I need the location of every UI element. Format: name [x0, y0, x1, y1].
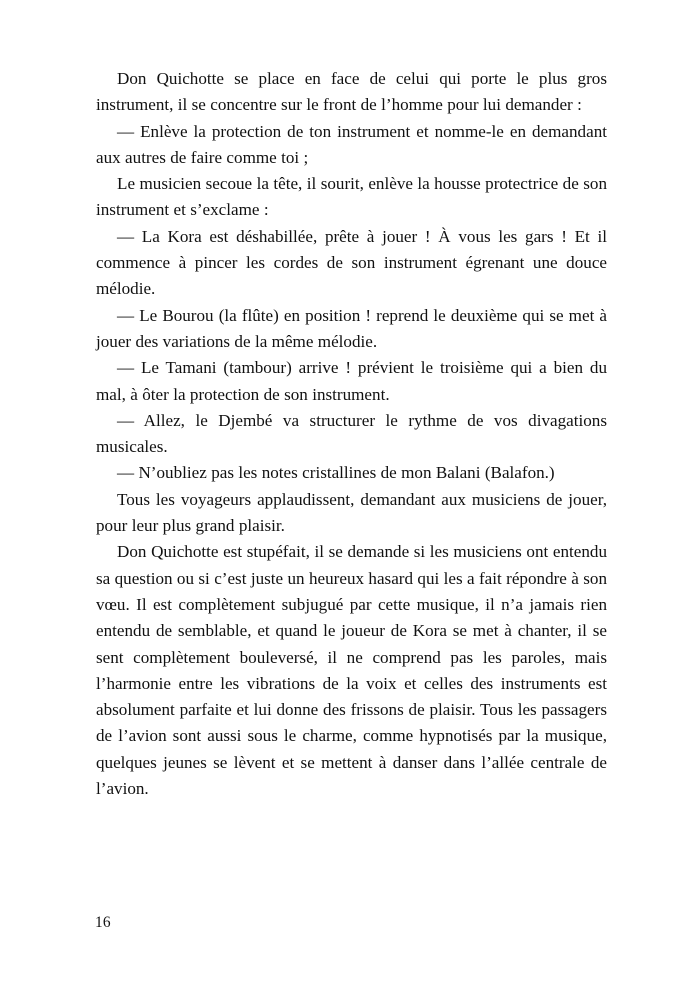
body-text-column — [96, 66, 607, 802]
paragraph: Don Quichotte est stupéfait, il se demande si les musiciens ont entendu sa question ou si c’est juste un heureux hasard qui les a fait répondre à son vœu. Il est complètement subjugué par cette musique, il n’a jamais rien entendu de semblable, et quand le joueur de Kora se met à chanter, il se sent complètement bouleversé, il ne comprend pas les paroles, mais l’harmonie entre les vibrations de la voix et celles des instruments est absolument parfaite et lui donne des frissons de plaisir. Tous les passagers de l’avion sont aussi sous le charme, comme hypnotisés par la musique, quelques jeunes se lèvent et se mettent à danser dans l’allée centrale de l’avion. — [96, 542, 607, 799]
page-number: 16 — [95, 914, 111, 931]
paragraph-dialogue: — Enlève la protection de ton instrument et nomme-le en demandant aux autres de faire comme toi ; — [96, 121, 607, 167]
paragraph: Le musicien secoue la tête, il sourit, enlève la housse protectrice de son instrument et s’exclame : — [96, 174, 607, 220]
paragraph-dialogue: — Le Tamani (tambour) arrive ! prévient le troisième qui a bien du mal, à ôter la protection de son instrument. — [96, 358, 607, 404]
paragraph: Tous les voyageurs applaudissent, demandant aux musiciens de jouer, pour leur plus grand plaisir. — [96, 489, 607, 536]
paragraph-dialogue: — Allez, le Djembé va structurer le rythme de vos divagations musicales. — [96, 410, 607, 457]
paragraph-dialogue: — La Kora est déshabillée, prête à jouer ! À vous les gars ! Et il commence à pincer les cordes de son instrument égrenant une douce mélodie. — [96, 226, 607, 299]
paragraph-dialogue: — Le Bourou (la flûte) en position ! reprend le deuxième qui se met à jouer des variations de la même mélodie. — [96, 305, 607, 351]
paragraph: Don Quichotte se place en face de celui qui porte le plus gros instrument, il se concentre sur le front de l’homme pour lui demander : — [96, 69, 607, 115]
paragraph-dialogue: — N’oubliez pas les notes cristallines de mon Balani (Balafon.) — [117, 463, 555, 483]
